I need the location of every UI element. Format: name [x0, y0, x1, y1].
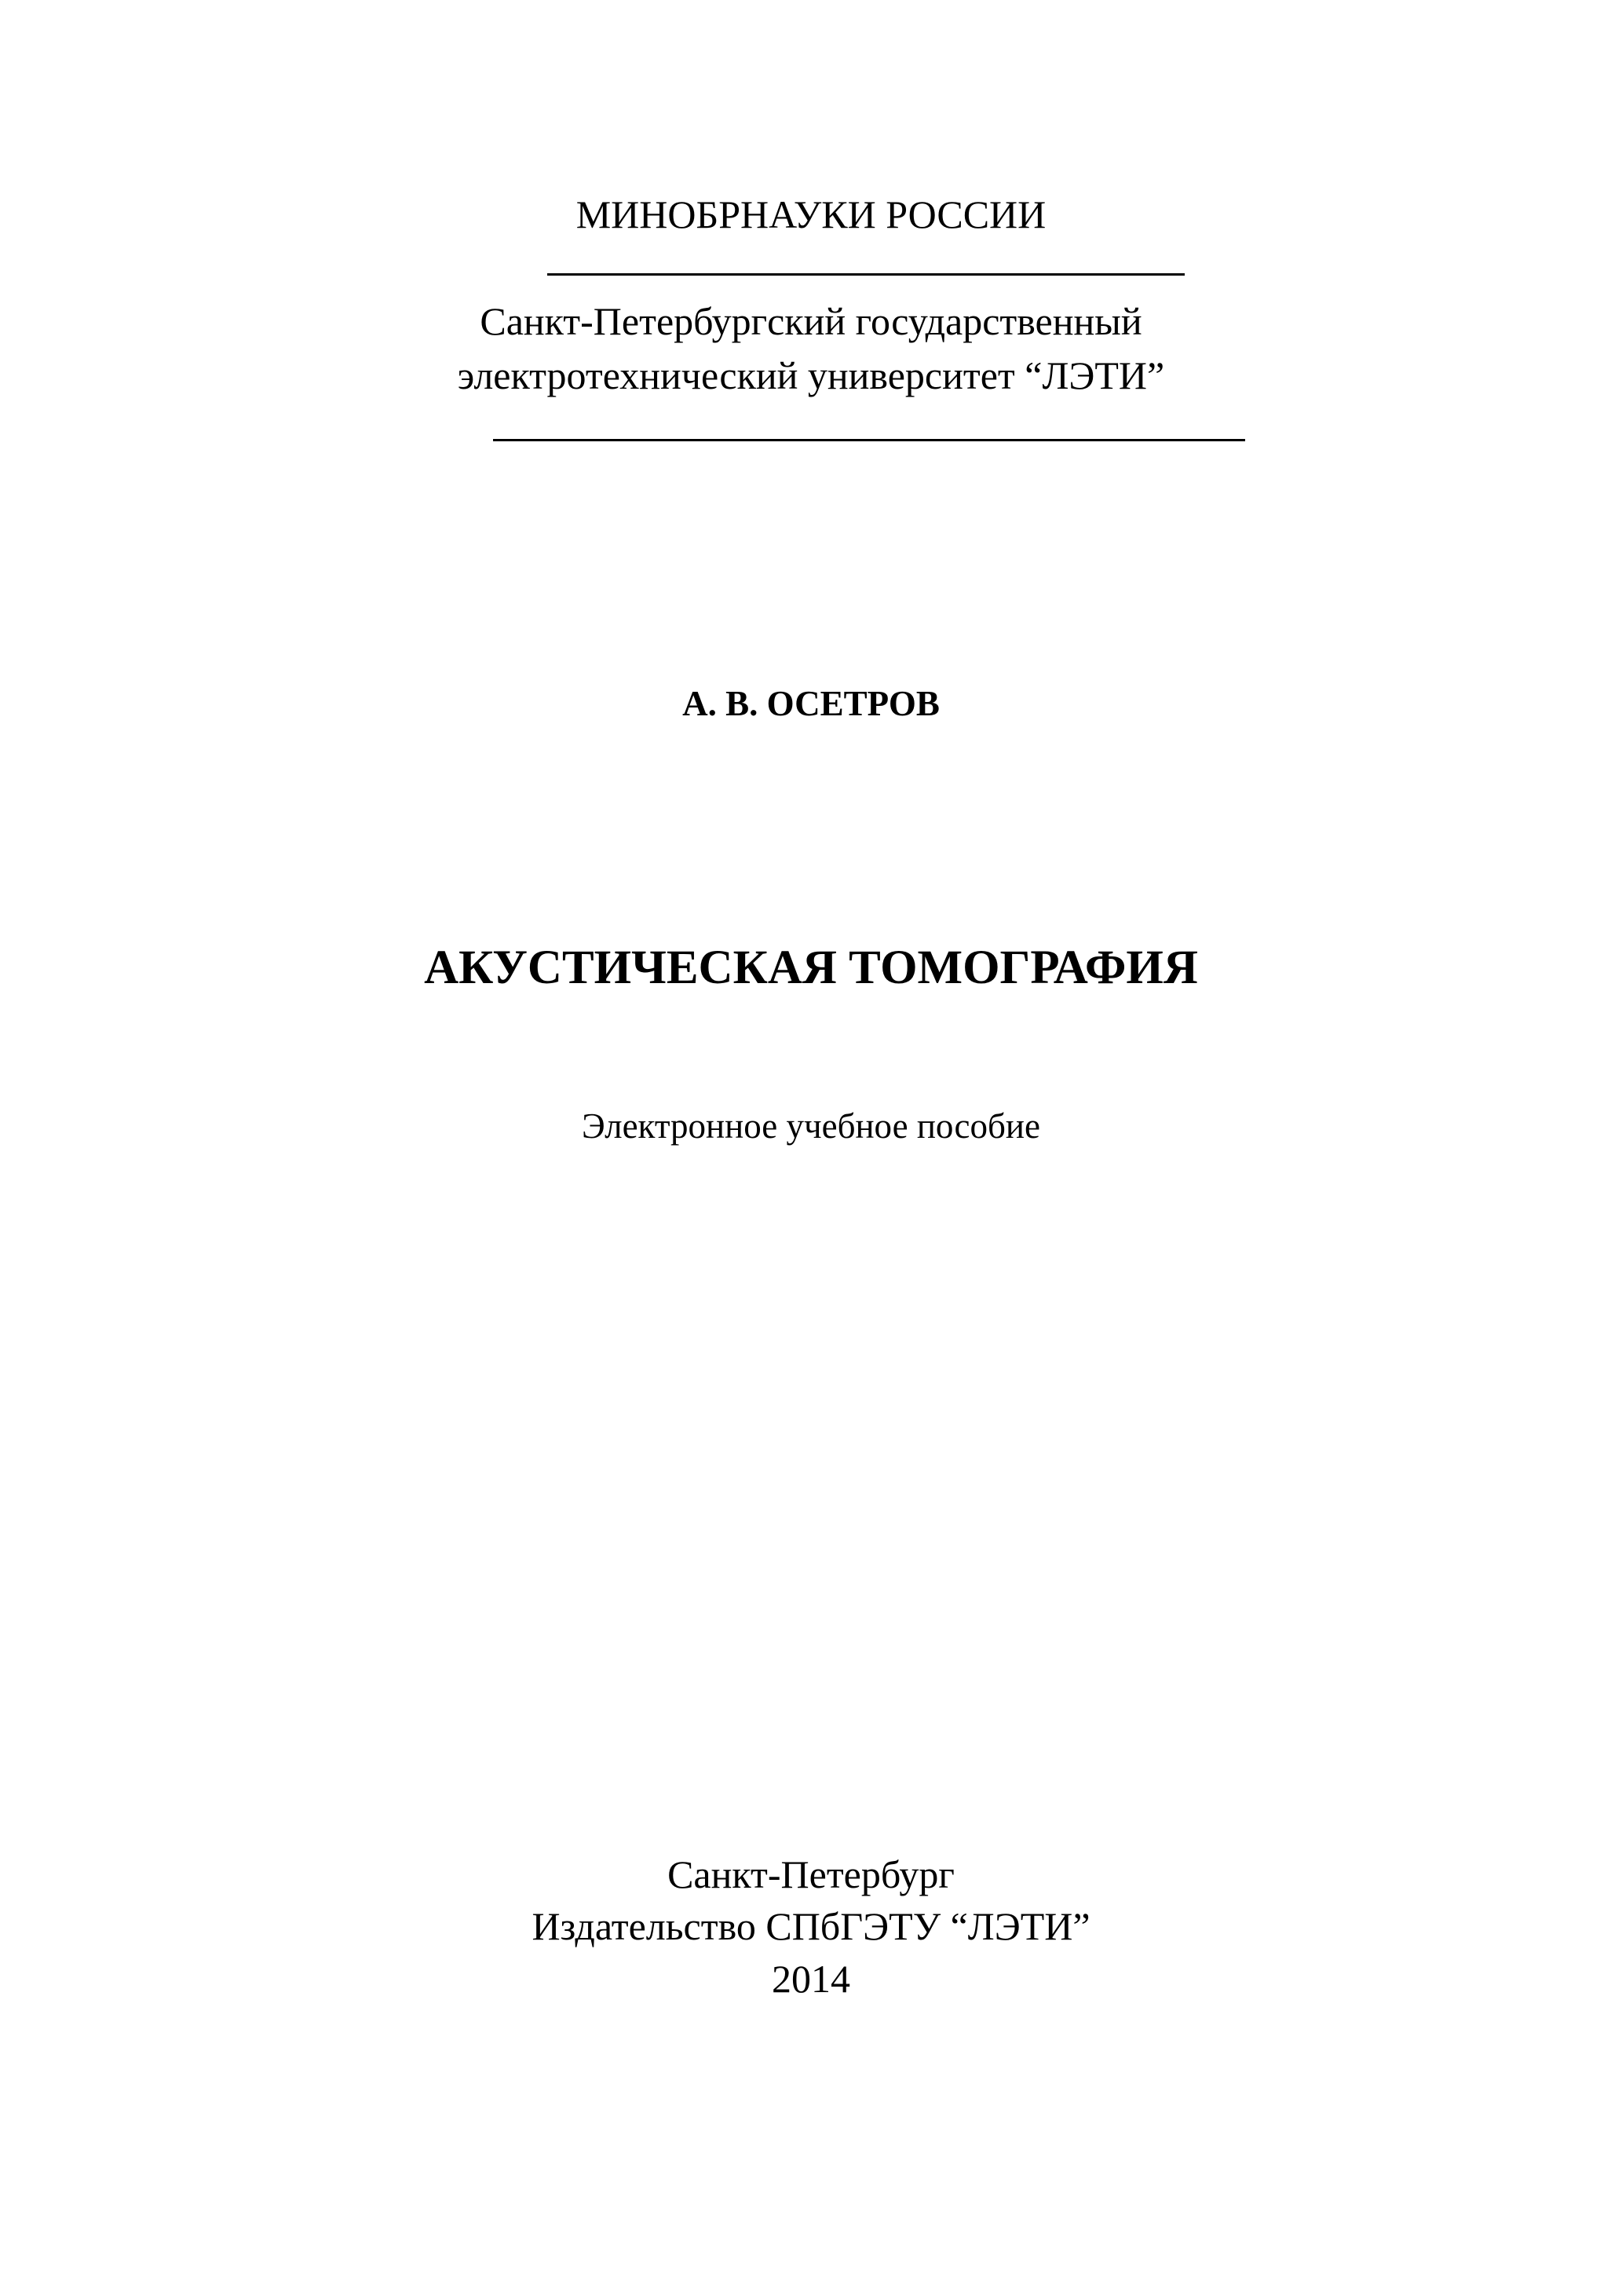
ministry-name: МИНОБРНАУКИ РОССИИ: [575, 192, 1047, 236]
university-name-line-1: Санкт-Петербургский государственный: [480, 299, 1142, 343]
author-name: А. В. ОСЕТРОВ: [682, 684, 940, 723]
imprint-publisher: Издательство СПбГЭТУ “ЛЭТИ”: [532, 1904, 1090, 1948]
imprint-year: 2014: [772, 1957, 850, 2001]
imprint-city: Санкт-Петербург: [667, 1852, 955, 1896]
header-divider-top: [547, 273, 1185, 276]
book-subtitle: Электронное учебное пособие: [582, 1106, 1040, 1146]
book-title: АКУСТИЧЕСКАЯ ТОМОГРАФИЯ: [424, 941, 1198, 994]
header-divider-bottom: [493, 439, 1245, 441]
university-name-line-2: электротехнический университет “ЛЭТИ”: [457, 353, 1165, 397]
